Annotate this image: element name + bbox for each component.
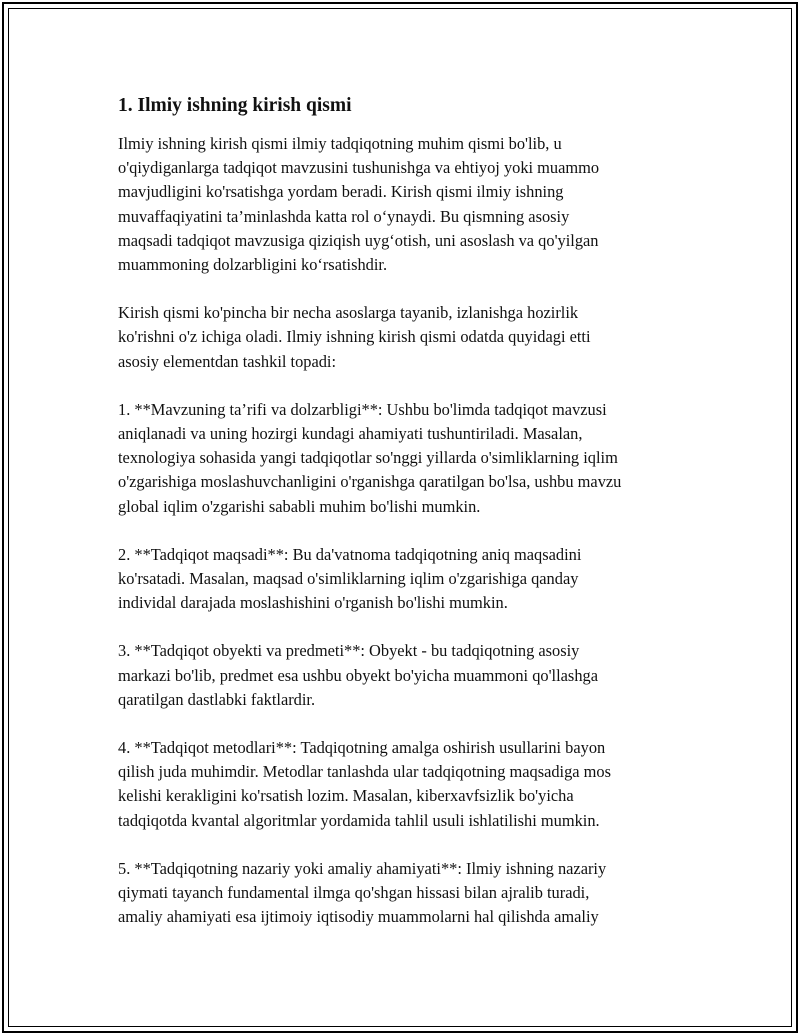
text-line: texnologiya sohasida yangi tadqiqotlar so'nggi yillarda o'simliklarning iqlim <box>118 448 618 468</box>
text-line: qilish juda muhimdir. Metodlar tanlashda ular tadqiqotning maqsadiga mos <box>118 762 612 782</box>
text-line: mavjudligini ko'rsatishga yordam beradi. Kirish qismi ilmiy ishning <box>118 182 564 202</box>
paragraph-elements-overview <box>118 301 678 374</box>
text-line: qiymati tayanch fundamental ilmga qo'shgan hissasi bilan ajralib turadi, <box>118 883 590 903</box>
text-line: muvaffaqiyatini ta’minlashda katta rol o‘ynaydi. Bu qismning asosiy <box>118 206 570 226</box>
text-line: global iqlim o'zgarishi sababli muhim bo'lishi mumkin. <box>118 496 481 516</box>
text-line: qaratilgan dastlabki faktlardir. <box>118 689 316 709</box>
text-line: ko'rishni o'z ichiga oladi. Ilmiy ishning kirish qismi odatda quyidagi etti <box>118 327 591 347</box>
text-line: ko'rsatadi. Masalan, maqsad o'simliklarning iqlim o'zgarishiga qanday <box>118 569 579 589</box>
list-item-significance <box>118 857 678 930</box>
text-line: Ilmiy ishning kirish qismi ilmiy tadqiqotning muhim qismi bo'lib, u <box>118 134 562 153</box>
text-line: 1. **Mavzuning ta’rifi va dolzarbligi**: Ushbu bo'limda tadqiqot mavzusi <box>118 399 607 419</box>
text-line: Kirish qismi ko'pincha bir necha asoslarga tayanib, izlanishga hozirlik <box>118 303 579 323</box>
text-line: o'zgarishiga moslashuvchanligini o'rganishga qaratilgan bo'lsa, ushbu mavzu <box>118 472 622 492</box>
text-line: muammoning dolzarbligini ko‘rsatishdir. <box>118 255 388 275</box>
text-line: 4. **Tadqiqot metodlari**: Tadqiqotning amalga oshirish usullarini bayon <box>118 738 606 758</box>
text-line: 3. **Tadqiqot obyekti va predmeti**: Obyekt - bu tadqiqotning asosiy <box>118 641 580 661</box>
text-line: kelishi kerakligini ko'rsatish lozim. Masalan, kiberxavfsizlik bo'yicha <box>118 786 574 806</box>
text-line: amaliy ahamiyati esa ijtimoiy iqtisodiy muammolarni hal qilishda amaliy <box>118 907 599 927</box>
text-line: 2. **Tadqiqot maqsadi**: Bu da'vatnoma tadqiqotning aniq maqsadini <box>118 544 582 564</box>
text-line: maqsadi tadqiqot mavzusiga qiziqish uyg‘otish, uni asoslash va qo'yilgan <box>118 230 599 250</box>
text-line: individal darajada moslashishini o'rganish bo'lishi mumkin. <box>118 593 508 613</box>
list-item-research-methods <box>118 736 678 833</box>
text-line: markazi bo'lib, predmet esa ushbu obyekt bo'yicha muammoni qo'llashga <box>118 665 598 685</box>
list-item-topic-relevance <box>118 398 678 519</box>
text-line: asosiy elementdan tashkil topadi: <box>118 351 337 371</box>
text-line: tadqiqotda kvantal algoritmlar yordamida tahlil usuli ishlatilishi mumkin. <box>118 810 600 830</box>
list-item-object-subject <box>118 639 678 712</box>
text-line: aniqlanadi va uning hozirgi kundagi ahamiyati tushuntiriladi. Masalan, <box>118 424 583 444</box>
list-item-research-goal <box>118 543 678 616</box>
text-line: 5. **Tadqiqotning nazariy yoki amaliy ahamiyati**: Ilmiy ishning nazariy <box>118 858 607 878</box>
document-body <box>118 94 678 953</box>
section-title: 1. Ilmiy ishning kirish qismi <box>118 95 352 116</box>
paragraph-intro <box>118 132 678 277</box>
text-line: o'qiydiganlarga tadqiqot mavzusini tushunishga va ehtiyoj yoki muammo <box>118 158 600 178</box>
